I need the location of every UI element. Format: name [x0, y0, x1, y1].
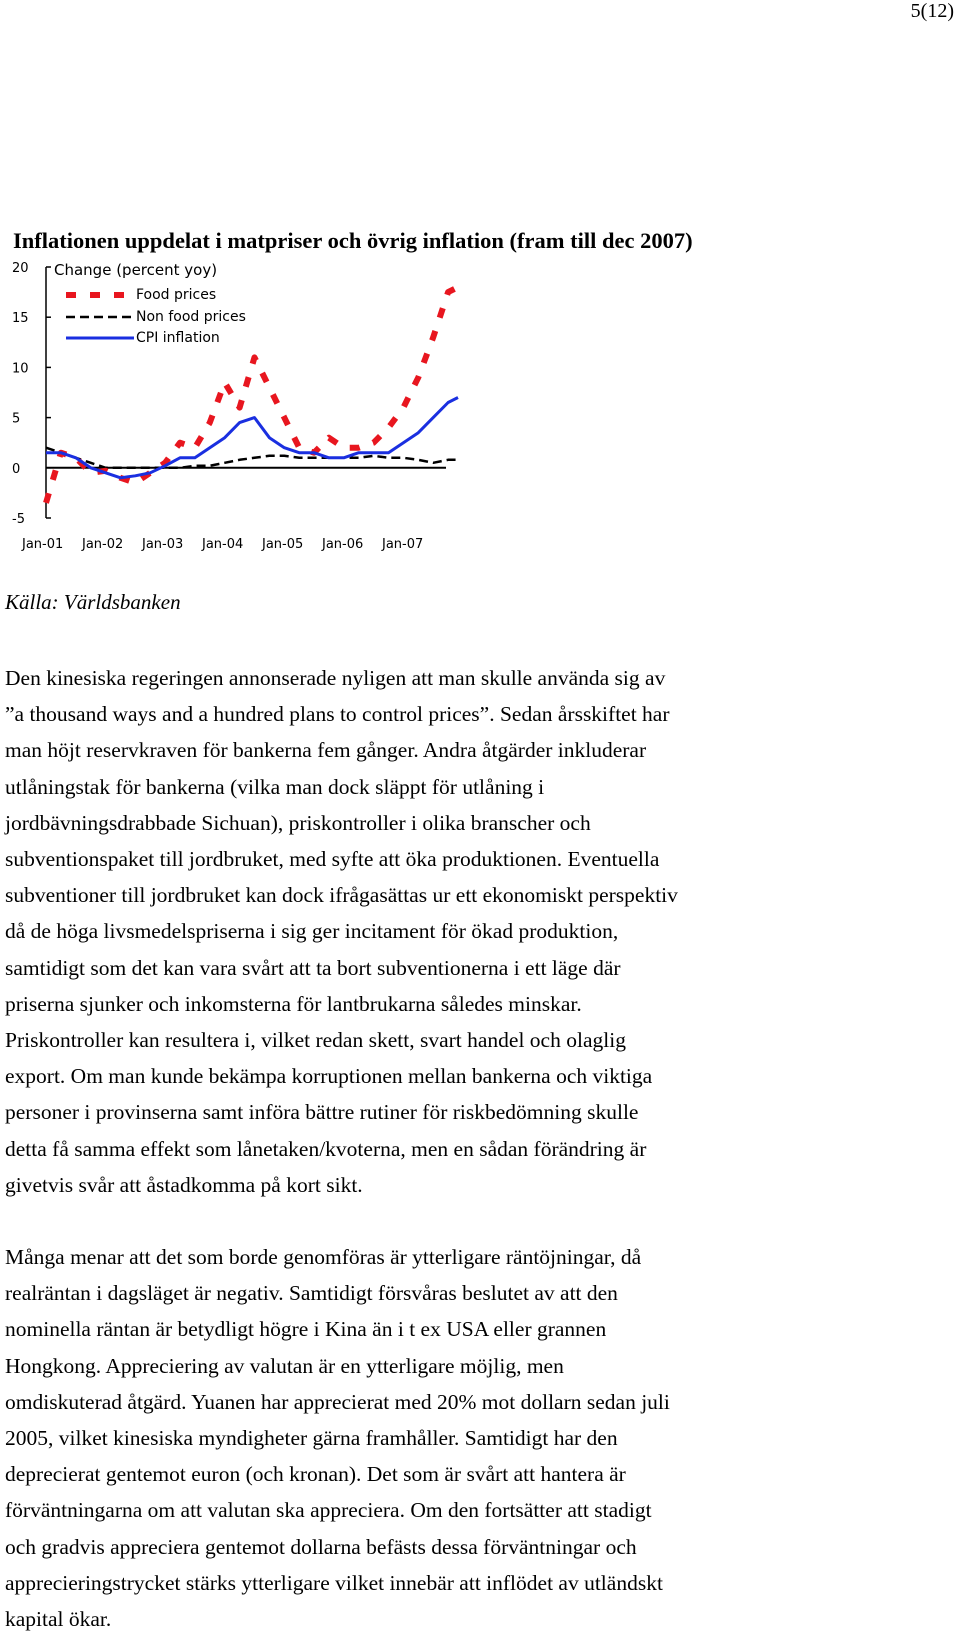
paragraph-line: Den kinesiska regeringen annonserade nyligen att man skulle använda sig av: [5, 666, 666, 690]
x-tick-label: Jan-02: [82, 537, 124, 552]
paragraph-line: detta få samma effekt som lånetaken/kvoterna, men en sådan förändring är: [5, 1136, 647, 1161]
paragraph-2: [5, 1239, 925, 1637]
paragraph-line: priserna sjunker och inkomsterna för lantbrukarna således minskar.: [5, 991, 582, 1016]
legend-label: CPI inflation: [136, 330, 220, 346]
y-tick-label: 15: [12, 311, 29, 327]
figure-title: Inflationen uppdelat i matpriser och övrig inflation (fram till dec 2007): [13, 228, 693, 253]
series-line-1: [46, 448, 458, 468]
paragraph-line: nominella räntan är betydligt högre i Kina än i t ex USA eller grannen: [5, 1317, 607, 1342]
paragraph-line: 2005, vilket kinesiska myndigheter gärna framhåller. Samtidigt har den: [5, 1426, 618, 1451]
paragraph-line: export. Om man kunde bekämpa korruptionen mellan bankerna och viktiga: [5, 1064, 653, 1089]
y-tick-label: 10: [12, 361, 29, 377]
paragraph-line: deprecierat gentemot euron (och kronan). Det som är svårt att hantera är: [5, 1462, 626, 1487]
paragraph-line: man höjt reservkraven för bankerna fem gånger. Andra åtgärder inkluderar: [5, 738, 647, 763]
series-line-2: [46, 398, 458, 478]
y-tick-label: 0: [12, 461, 21, 477]
x-tick-label: Jan-03: [142, 537, 184, 552]
paragraph-line: Priskontroller kan resultera i, vilket redan skett, svart handel och olaglig: [5, 1028, 626, 1053]
paragraph-line: Hongkong. Appreciering av valutan är en ytterligare möjlig, men: [5, 1353, 564, 1378]
paragraph-line: givetvis svår att åstadkomma på kort sikt.: [5, 1172, 363, 1197]
paragraph-line: subventionspaket till jordbruket, med syfte att öka produktionen. Eventuella: [5, 847, 660, 872]
paragraph-line: jordbävningsdrabbade Sichuan), priskontroller i olika branscher och: [5, 810, 591, 835]
paragraph-line: utlåningstak för bankerna (vilka man dock släppt för utlåning i: [5, 774, 545, 799]
paragraph-line: kapital ökar.: [5, 1607, 112, 1632]
x-tick-label: Jan-01: [22, 537, 64, 552]
x-tick-label: Jan-07: [382, 537, 424, 552]
x-tick-label: Jan-06: [322, 537, 364, 552]
chart-axes: [12, 262, 446, 552]
y-tick-label: 5: [12, 411, 21, 427]
page-number: 5(12): [910, 0, 954, 22]
y-tick-label: -5: [12, 512, 25, 527]
y-tick-label: 20: [12, 262, 29, 276]
paragraph-line: subventioner till jordbruket kan dock ifrågasättas ur ett ekonomiskt perspektiv: [5, 883, 678, 908]
chart-series: [46, 287, 458, 503]
paragraph-line: och gradvis appreciera gentemot dollarna befästs dessa förväntningar och: [5, 1534, 637, 1559]
paragraph-line: personer i provinserna samt införa bättre rutiner för riskbedömning skulle: [5, 1100, 639, 1125]
paragraph-line: ”a thousand ways and a hundred plans to control prices”. Sedan årsskiftet har: [5, 702, 670, 727]
figure-source: Källa: Världsbanken: [5, 590, 181, 614]
paragraph-line: realräntan i dagsläget är negativ. Samtidigt försvåras beslutet av att den: [5, 1281, 618, 1306]
series-line-0: [46, 287, 458, 503]
chart-title: Change (percent yoy): [54, 262, 218, 279]
chart-legend: [66, 287, 246, 346]
legend-label: Non food prices: [136, 309, 246, 325]
paragraph-line: Många menar att det som borde genomföras är ytterligare räntöjningar, då: [5, 1245, 642, 1269]
paragraph-line: samtidigt som det kan vara svårt att ta bort subventionerna i ett läge där: [5, 955, 621, 980]
x-tick-label: Jan-04: [202, 537, 244, 552]
paragraph-1: [5, 660, 925, 1203]
inflation-chart: [0, 262, 470, 582]
paragraph-line: omdiskuterad åtgärd. Yuanen har apprecierat med 20% mot dollarn sedan juli: [5, 1389, 670, 1414]
paragraph-line: förväntningarna om att valutan ska appreciera. Om den fortsätter att stadigt: [5, 1498, 652, 1523]
x-tick-label: Jan-05: [262, 537, 304, 552]
paragraph-line: då de höga livsmedelspriserna i sig ger incitament för ökad produktion,: [5, 919, 619, 944]
legend-label: Food prices: [136, 287, 217, 303]
chart-canvas: [0, 262, 470, 582]
paragraph-line: apprecieringstrycket stärks ytterligare vilket innebär att inflödet av utländskt: [5, 1570, 663, 1595]
